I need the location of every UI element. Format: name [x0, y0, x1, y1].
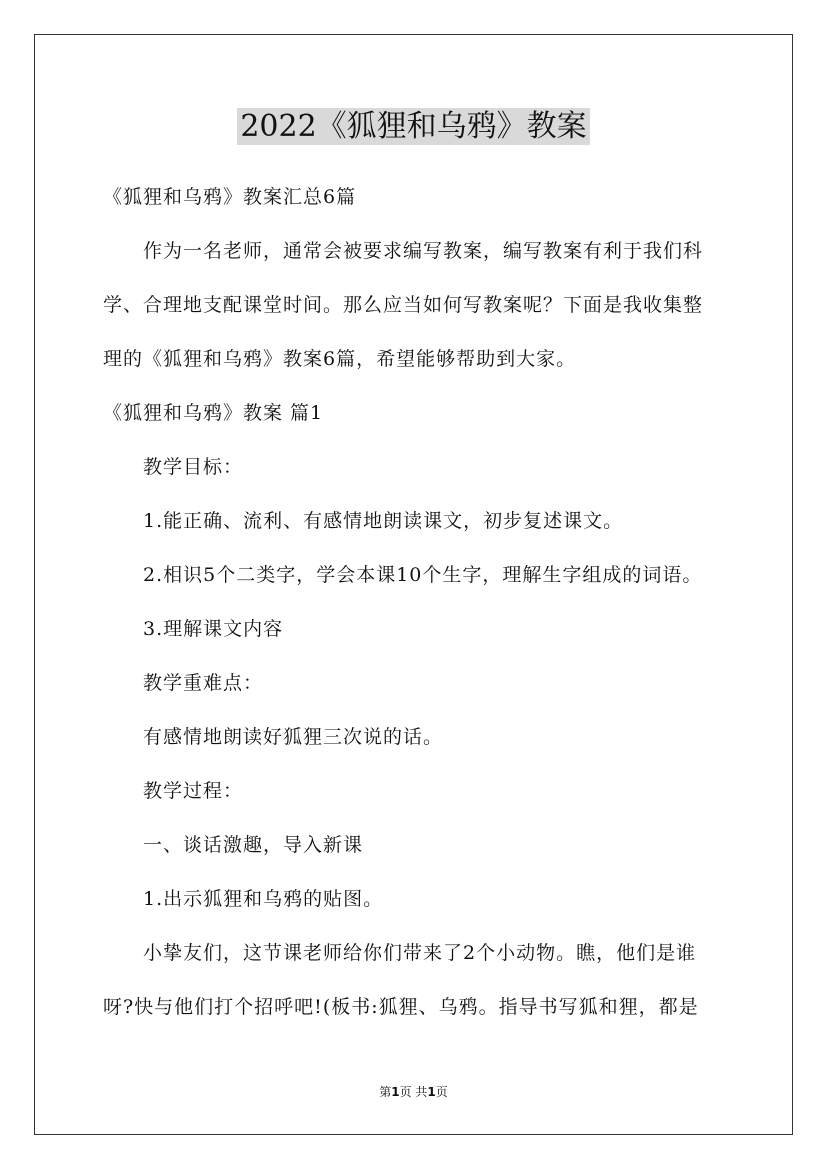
step-1-item: 1.出示狐狸和乌鸦的贴图。 [143, 888, 384, 910]
footer-suffix: 页 [435, 1085, 448, 1099]
process-heading: 教学过程： [143, 780, 244, 802]
intro-line-1: 作为一名老师，通常会被要求编写教案，编写教案有利于我们科 [143, 240, 704, 262]
document-title [0, 101, 827, 145]
footer-mid: 页 共 [399, 1085, 428, 1099]
intro-line-2: 学、合理地支配课堂时间。那么应当如何写教案呢？下面是我收集整 [103, 294, 704, 316]
intro-line-3: 理的《狐狸和乌鸦》教案6篇，希望能够帮助到大家。 [103, 348, 577, 370]
page-footer [0, 1083, 827, 1100]
body-line-2: 呀?快与他们打个招呼吧!(板书:狐狸、乌鸦。指导书写狐和狸，都是 [103, 996, 699, 1018]
goal-3: 3.理解课文内容 [143, 618, 284, 640]
goal-2: 2.相识5个二类字，学会本课10个生字，理解生字组成的词语。 [143, 564, 703, 586]
footer-page-current: 1 [391, 1085, 400, 1099]
difficulty-heading: 教学重难点： [143, 672, 264, 694]
footer-prefix: 第 [379, 1085, 392, 1099]
step-1-heading: 一、谈话激趣，导入新课 [143, 834, 364, 856]
footer-page-total: 1 [427, 1085, 436, 1099]
section-heading-1: 《狐狸和乌鸦》教案 篇1 [103, 402, 324, 424]
goals-heading: 教学目标： [143, 456, 244, 478]
goal-1: 1.能正确、流利、有感情地朗读课文，初步复述课文。 [143, 510, 624, 532]
summary-heading: 《狐狸和乌鸦》教案汇总6篇 [103, 186, 357, 208]
difficulty-text: 有感情地朗读好狐狸三次说的话。 [143, 726, 444, 748]
document-title-text: 2022《狐狸和乌鸦》教案 [237, 108, 589, 145]
body-line-1: 小挚友们，这节课老师给你们带来了2个小动物。瞧，他们是谁 [143, 942, 697, 964]
